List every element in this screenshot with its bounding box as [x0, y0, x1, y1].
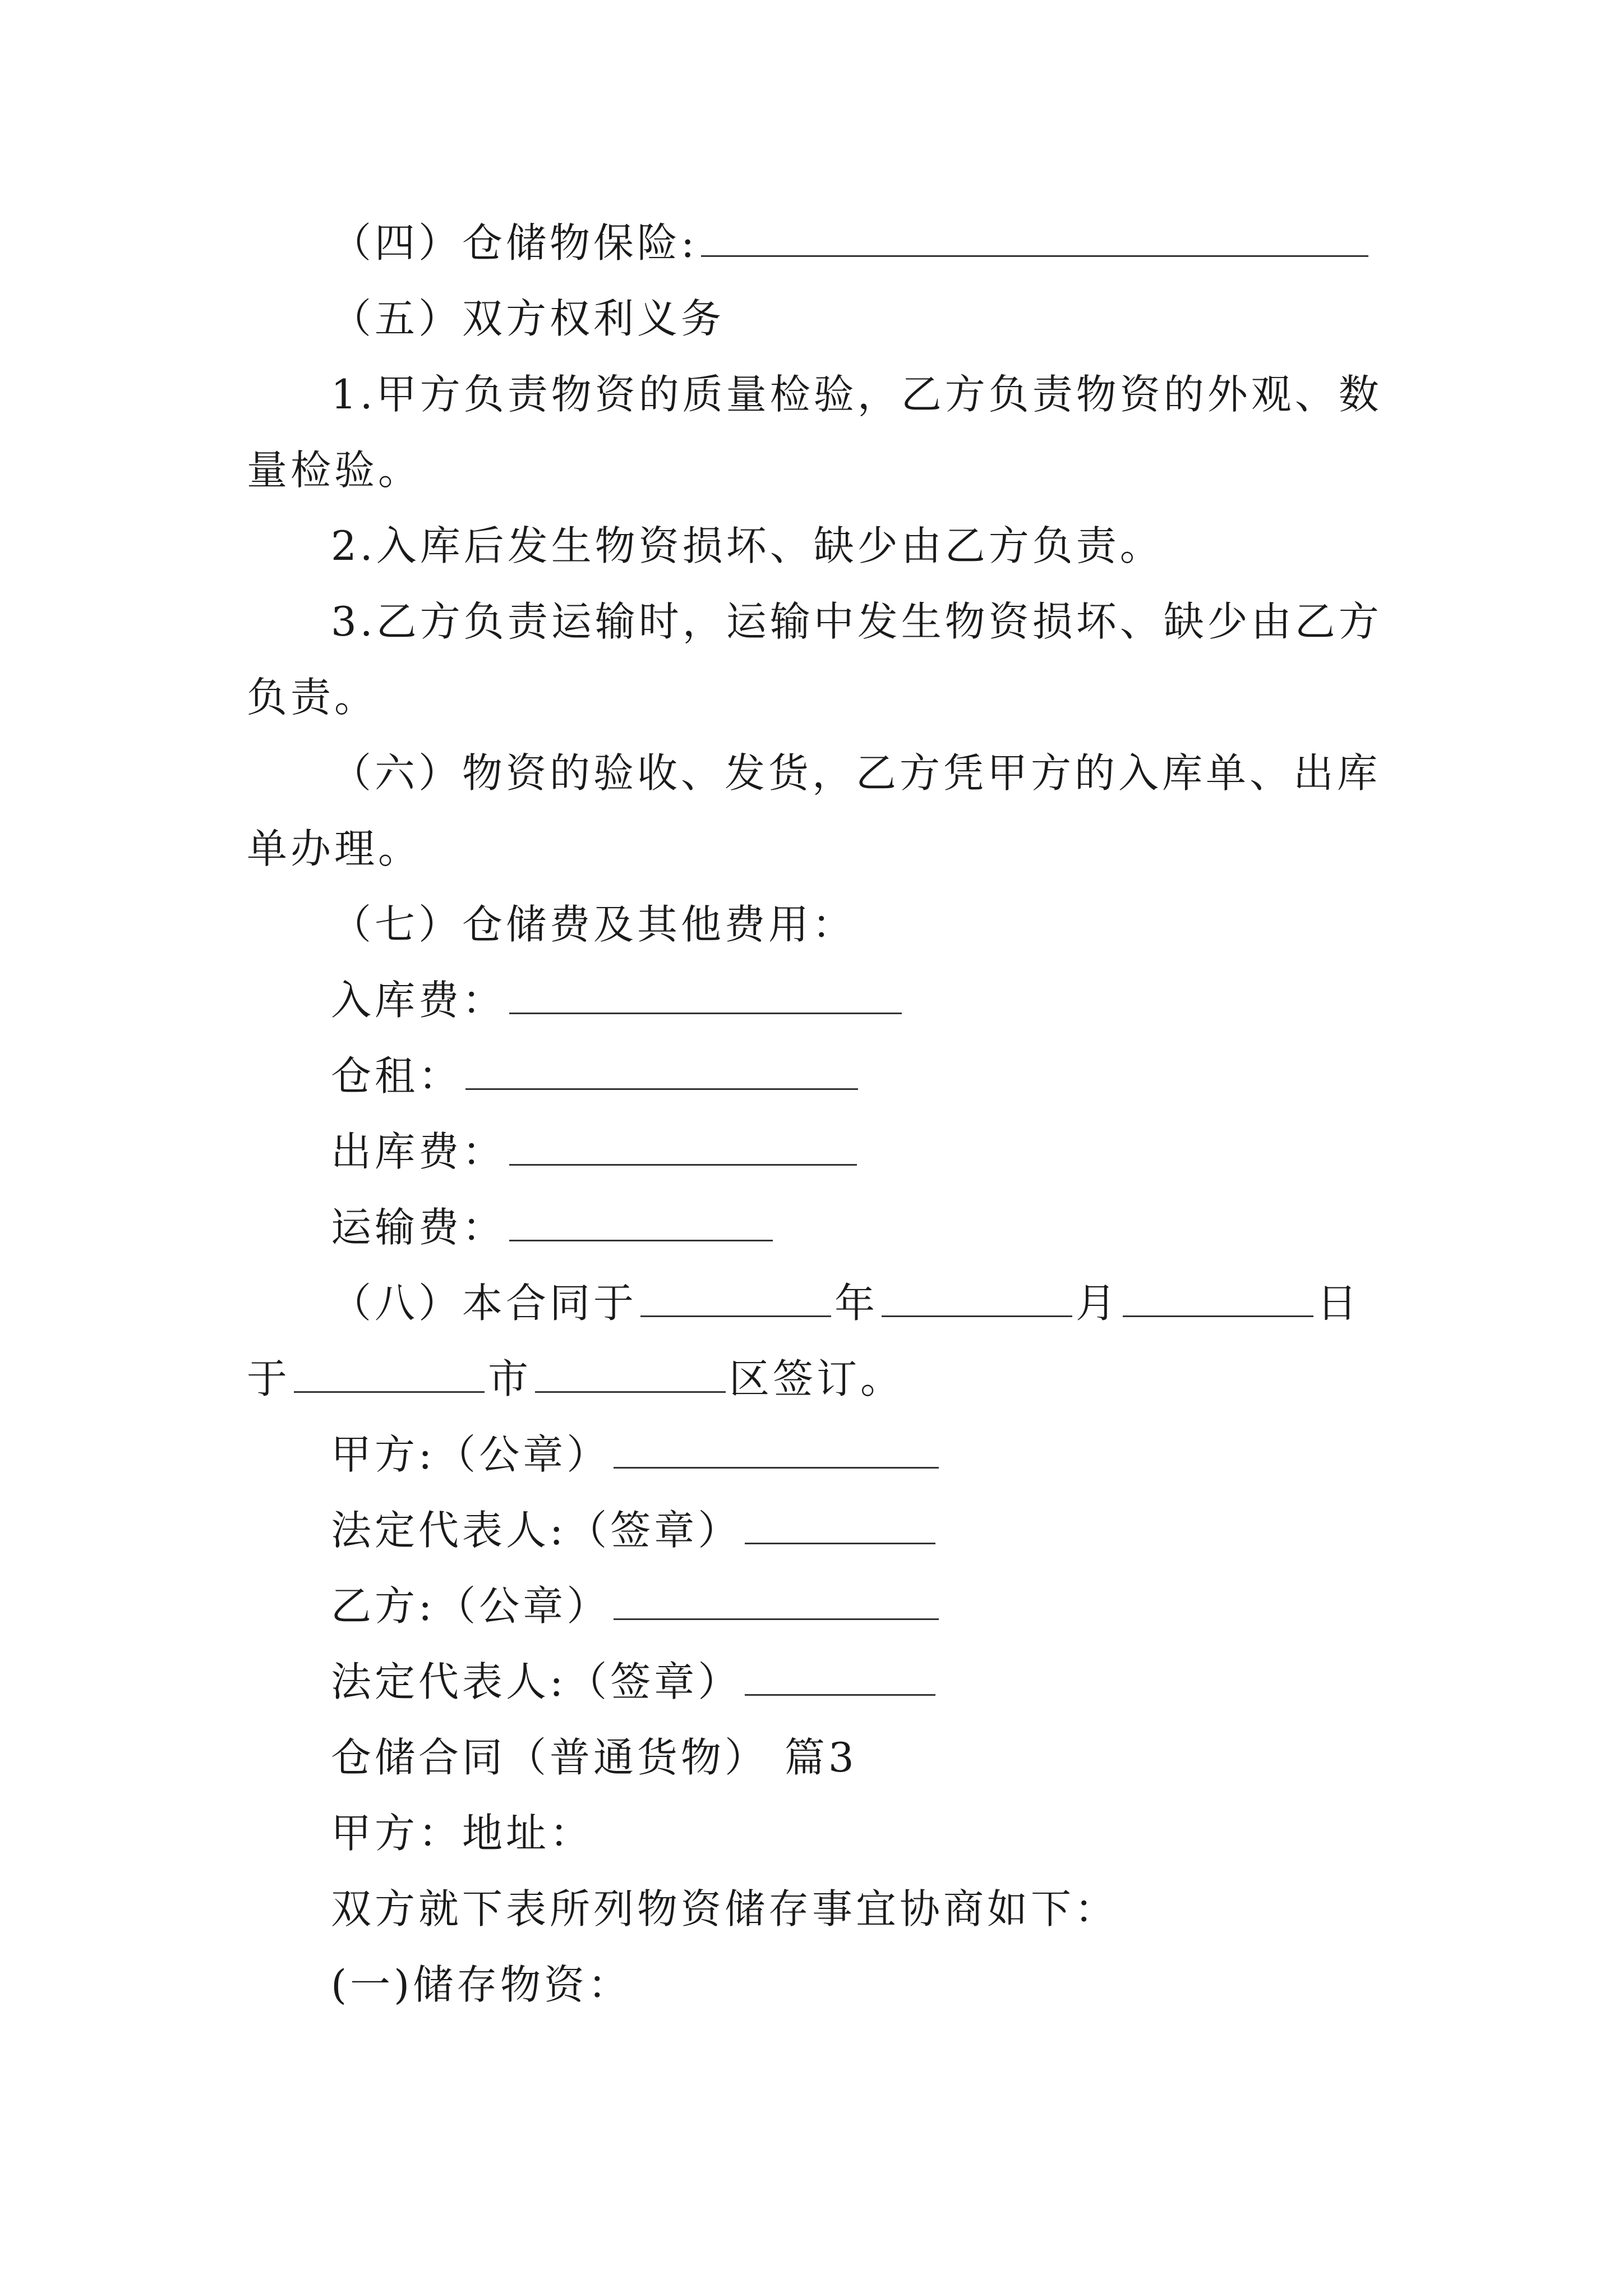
day-blank[interactable]: [1123, 1276, 1313, 1317]
city-blank[interactable]: [294, 1352, 485, 1393]
day-label: 日: [1317, 1280, 1361, 1327]
fee-entry-label: 入库费：: [331, 977, 506, 1024]
fee-entry-rent: [331, 1049, 861, 1103]
clause-7-heading: （七）仓储费及其他费用：: [331, 901, 856, 948]
fee-entry-storage-in: [331, 973, 905, 1027]
fee-entry-storage-out: [331, 1125, 860, 1179]
intro-paragraph: 双方就下表所列物资储存事宜协商如下：: [331, 1885, 1119, 1932]
month-blank[interactable]: [882, 1276, 1072, 1317]
section-title-3: 仓储合同（普通货物） 篇3: [331, 1734, 857, 1781]
clause-8-line1: [331, 1276, 1361, 1330]
clause-5-item-1-line1: 1.甲方负责物资的质量检验，乙方负责物资的外观、数: [331, 371, 1382, 418]
signature-label: 法定代表人:（签章）: [331, 1658, 742, 1705]
year-label: 年: [834, 1280, 879, 1327]
signature-blank[interactable]: [614, 1579, 939, 1620]
year-blank[interactable]: [640, 1276, 831, 1317]
clause-5-heading: （五）双方权利义务: [331, 295, 725, 342]
signature-party-a: [331, 1428, 942, 1481]
clause-4-label: （四）仓储物保险:: [331, 219, 698, 266]
clause-6-line2: 单办理。: [247, 825, 422, 872]
city-label: 市: [488, 1355, 532, 1402]
clause-8-text: （八）本合同于: [331, 1280, 638, 1327]
party-a-address: 甲方：地址：: [331, 1810, 594, 1857]
signature-blank[interactable]: [745, 1503, 935, 1544]
fee-entry-blank[interactable]: [509, 1200, 773, 1241]
signature-party-b: [331, 1579, 942, 1633]
month-label: 月: [1076, 1280, 1120, 1327]
clause-8-line2: [247, 1352, 904, 1406]
insurance-blank[interactable]: [701, 216, 1368, 257]
clause-5-item-3-line1: 3.乙方负责运输时，运输中发生物资损坏、缺少由乙方: [331, 598, 1382, 645]
fee-entry-blank[interactable]: [509, 1125, 857, 1166]
district-label: 区签订。: [729, 1355, 905, 1402]
fee-entry-transport: [331, 1200, 776, 1254]
clause-4-insurance: [331, 216, 1372, 270]
signature-rep-a: [331, 1503, 939, 1557]
fee-entry-blank[interactable]: [509, 973, 902, 1014]
signature-label: 法定代表人:（签章）: [331, 1507, 742, 1554]
fee-entry-blank[interactable]: [465, 1049, 858, 1090]
district-blank[interactable]: [535, 1352, 726, 1393]
clause-5-item-1-line2: 量检验。: [247, 447, 422, 494]
clause-5-item-3-line2: 负责。: [247, 674, 379, 721]
item-1-stored-goods: (一)储存物资：: [331, 1961, 632, 2008]
clause-8-text-2: 于: [247, 1355, 291, 1402]
signature-label: 乙方:（公章）: [331, 1582, 611, 1630]
clause-5-item-2: 2.入库后发生物资损坏、缺少由乙方负责。: [331, 522, 1164, 569]
signature-label: 甲方:（公章）: [331, 1431, 611, 1478]
clause-6-line1: （六）物资的验收、发货，乙方凭甲方的入库单、出库: [331, 749, 1381, 797]
fee-entry-label: 仓租：: [331, 1052, 463, 1099]
signature-blank[interactable]: [614, 1428, 939, 1469]
signature-blank[interactable]: [745, 1655, 935, 1696]
fee-entry-label: 出库费：: [331, 1128, 506, 1175]
signature-rep-b: [331, 1655, 939, 1709]
fee-entry-label: 运输费：: [331, 1204, 506, 1251]
